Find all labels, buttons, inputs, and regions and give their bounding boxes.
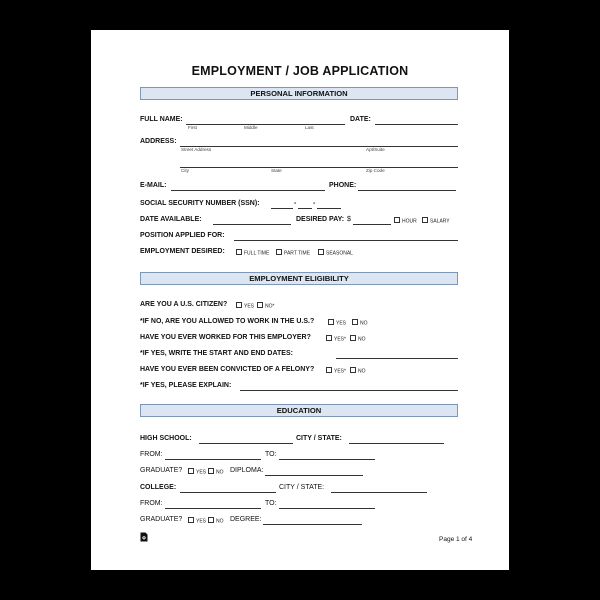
checkbox-icon — [422, 217, 428, 223]
worked-no-checkbox[interactable] — [350, 335, 366, 343]
document-page — [91, 30, 509, 570]
city-sublabel: City — [181, 168, 189, 173]
explain-label: *IF YES, PLEASE EXPLAIN: — [140, 382, 232, 389]
yes-option-label: YES — [196, 469, 207, 476]
employment-desired-label: EMPLOYMENT DESIRED: — [140, 248, 225, 255]
ssn-part2-field[interactable] — [298, 208, 312, 209]
checkbox-icon — [350, 335, 356, 341]
date-label: DATE: — [350, 116, 371, 123]
checkbox-icon — [208, 468, 214, 474]
citizen-no-checkbox[interactable] — [257, 302, 274, 310]
middle-sublabel: Middle — [244, 125, 258, 130]
checkbox-icon — [236, 249, 242, 255]
college-to-field[interactable] — [279, 508, 375, 509]
hs-to-label: TO: — [265, 451, 277, 458]
salary-option-label: SALARY — [430, 218, 450, 225]
seasonal-option-label: SEASONAL — [326, 250, 353, 257]
last-sublabel: Last — [305, 125, 314, 130]
start-end-dates-label: *IF YES, WRITE THE START AND END DATES: — [140, 350, 293, 357]
section-header-personal: PERSONAL INFORMATION — [140, 87, 458, 100]
address-label: ADDRESS: — [140, 138, 177, 145]
city-state-zip-field[interactable] — [180, 167, 458, 168]
hs-from-label: FROM: — [140, 451, 163, 458]
college-from-label: FROM: — [140, 500, 163, 507]
seasonal-checkbox[interactable] — [318, 249, 353, 257]
desired-pay-label: DESIRED PAY: — [296, 216, 345, 223]
diploma-field[interactable] — [265, 475, 363, 476]
dollar-sign: $ — [347, 216, 351, 223]
yes-option-label: YES — [336, 320, 347, 327]
email-field[interactable] — [171, 190, 325, 191]
street-sublabel: Street Address — [181, 147, 212, 152]
yes-star-option-label: YES* — [334, 336, 346, 343]
hour-checkbox[interactable] — [394, 217, 417, 225]
college-to-label: TO: — [265, 500, 277, 507]
work-no-checkbox[interactable] — [352, 319, 368, 327]
zip-sublabel: Zip Code — [366, 168, 385, 173]
start-end-dates-field[interactable] — [336, 358, 458, 359]
checkbox-icon — [188, 468, 194, 474]
worked-yes-checkbox[interactable] — [326, 335, 346, 343]
position-label: POSITION APPLIED FOR: — [140, 232, 225, 239]
ssn-label: SOCIAL SECURITY NUMBER (SSN): — [140, 200, 260, 207]
ssn-part3-field[interactable] — [317, 208, 341, 209]
checkbox-icon — [208, 517, 214, 523]
ssn-dash-1: - — [294, 200, 297, 207]
document-logo-icon — [140, 532, 148, 542]
ssn-dash-2: - — [313, 200, 316, 207]
full-time-checkbox[interactable] — [236, 249, 269, 257]
college-city-state-field[interactable] — [331, 492, 427, 493]
citizen-yes-checkbox[interactable] — [236, 302, 254, 310]
checkbox-icon — [394, 217, 400, 223]
high-school-field[interactable] — [199, 443, 293, 444]
checkbox-icon — [188, 517, 194, 523]
ssn-part1-field[interactable] — [271, 208, 293, 209]
hs-city-state-label: CITY / STATE: — [296, 435, 342, 442]
diploma-label: DIPLOMA: — [230, 467, 264, 474]
date-field[interactable] — [375, 124, 458, 125]
section-header-eligibility: EMPLOYMENT ELIGIBILITY — [140, 272, 458, 285]
phone-label: PHONE: — [329, 182, 357, 189]
hs-from-field[interactable] — [165, 459, 261, 460]
college-graduate-yes-checkbox[interactable] — [188, 517, 206, 525]
hs-graduate-no-checkbox[interactable] — [208, 468, 224, 476]
salary-checkbox[interactable] — [422, 217, 450, 225]
allowed-to-work-question: *IF NO, ARE YOU ALLOWED TO WORK IN THE U.S.? — [140, 318, 315, 325]
checkbox-icon — [236, 302, 242, 308]
part-time-option-label: PART TIME — [284, 250, 311, 257]
phone-field[interactable] — [358, 190, 456, 191]
checkbox-icon — [318, 249, 324, 255]
street-address-field[interactable] — [180, 146, 458, 147]
college-from-field[interactable] — [165, 508, 261, 509]
yes-star-option-label: YES* — [334, 368, 346, 375]
full-name-label: FULL NAME: — [140, 116, 183, 123]
state-sublabel: State — [271, 168, 282, 173]
degree-label: DEGREE: — [230, 516, 262, 523]
apt-sublabel: Apt/Suite — [366, 147, 385, 152]
no-star-option-label: NO* — [265, 303, 275, 310]
explain-field[interactable] — [240, 390, 458, 391]
worked-before-question: HAVE YOU EVER WORKED FOR THIS EMPLOYER? — [140, 334, 311, 341]
degree-field[interactable] — [263, 524, 362, 525]
felony-no-checkbox[interactable] — [350, 367, 366, 375]
felony-question: HAVE YOU EVER BEEN CONVICTED OF A FELONY? — [140, 366, 315, 373]
full-name-field[interactable] — [186, 124, 345, 125]
desired-pay-field[interactable] — [353, 224, 391, 225]
hs-graduate-label: GRADUATE? — [140, 467, 183, 474]
no-option-label: NO — [216, 518, 224, 525]
checkbox-icon — [328, 319, 334, 325]
college-graduate-label: GRADUATE? — [140, 516, 183, 523]
yes-option-label: YES — [244, 303, 255, 310]
college-label: COLLEGE: — [140, 484, 177, 491]
felony-yes-checkbox[interactable] — [326, 367, 346, 375]
checkbox-icon — [326, 335, 332, 341]
hs-city-state-field[interactable] — [349, 443, 444, 444]
work-yes-checkbox[interactable] — [328, 319, 346, 327]
citizen-question: ARE YOU A U.S. CITIZEN? — [140, 301, 228, 308]
checkbox-icon — [326, 367, 332, 373]
page-number: Page 1 of 4 — [439, 536, 473, 543]
hour-option-label: HOUR — [402, 218, 417, 225]
college-field[interactable] — [180, 492, 276, 493]
checkbox-icon — [276, 249, 282, 255]
section-header-education: EDUCATION — [140, 404, 458, 417]
no-option-label: NO — [358, 336, 366, 343]
checkbox-icon — [350, 367, 356, 373]
high-school-label: HIGH SCHOOL: — [140, 435, 192, 442]
first-sublabel: First — [188, 125, 197, 130]
position-field[interactable] — [234, 240, 458, 241]
date-available-field[interactable] — [213, 224, 291, 225]
college-city-state-label: CITY / STATE: — [279, 484, 325, 491]
hs-to-field[interactable] — [279, 459, 375, 460]
full-time-option-label: FULL TIME — [244, 250, 270, 257]
date-available-label: DATE AVAILABLE: — [140, 216, 202, 223]
no-option-label: NO — [216, 469, 224, 476]
no-option-label: NO — [360, 320, 368, 327]
part-time-checkbox[interactable] — [276, 249, 310, 257]
college-graduate-no-checkbox[interactable] — [208, 517, 224, 525]
yes-option-label: YES — [196, 518, 207, 525]
email-label: E-MAIL: — [140, 182, 167, 189]
checkbox-icon — [257, 302, 263, 308]
no-option-label: NO — [358, 368, 366, 375]
checkbox-icon — [352, 319, 358, 325]
hs-graduate-yes-checkbox[interactable] — [188, 468, 206, 476]
page-title: EMPLOYMENT / JOB APPLICATION — [191, 64, 409, 78]
